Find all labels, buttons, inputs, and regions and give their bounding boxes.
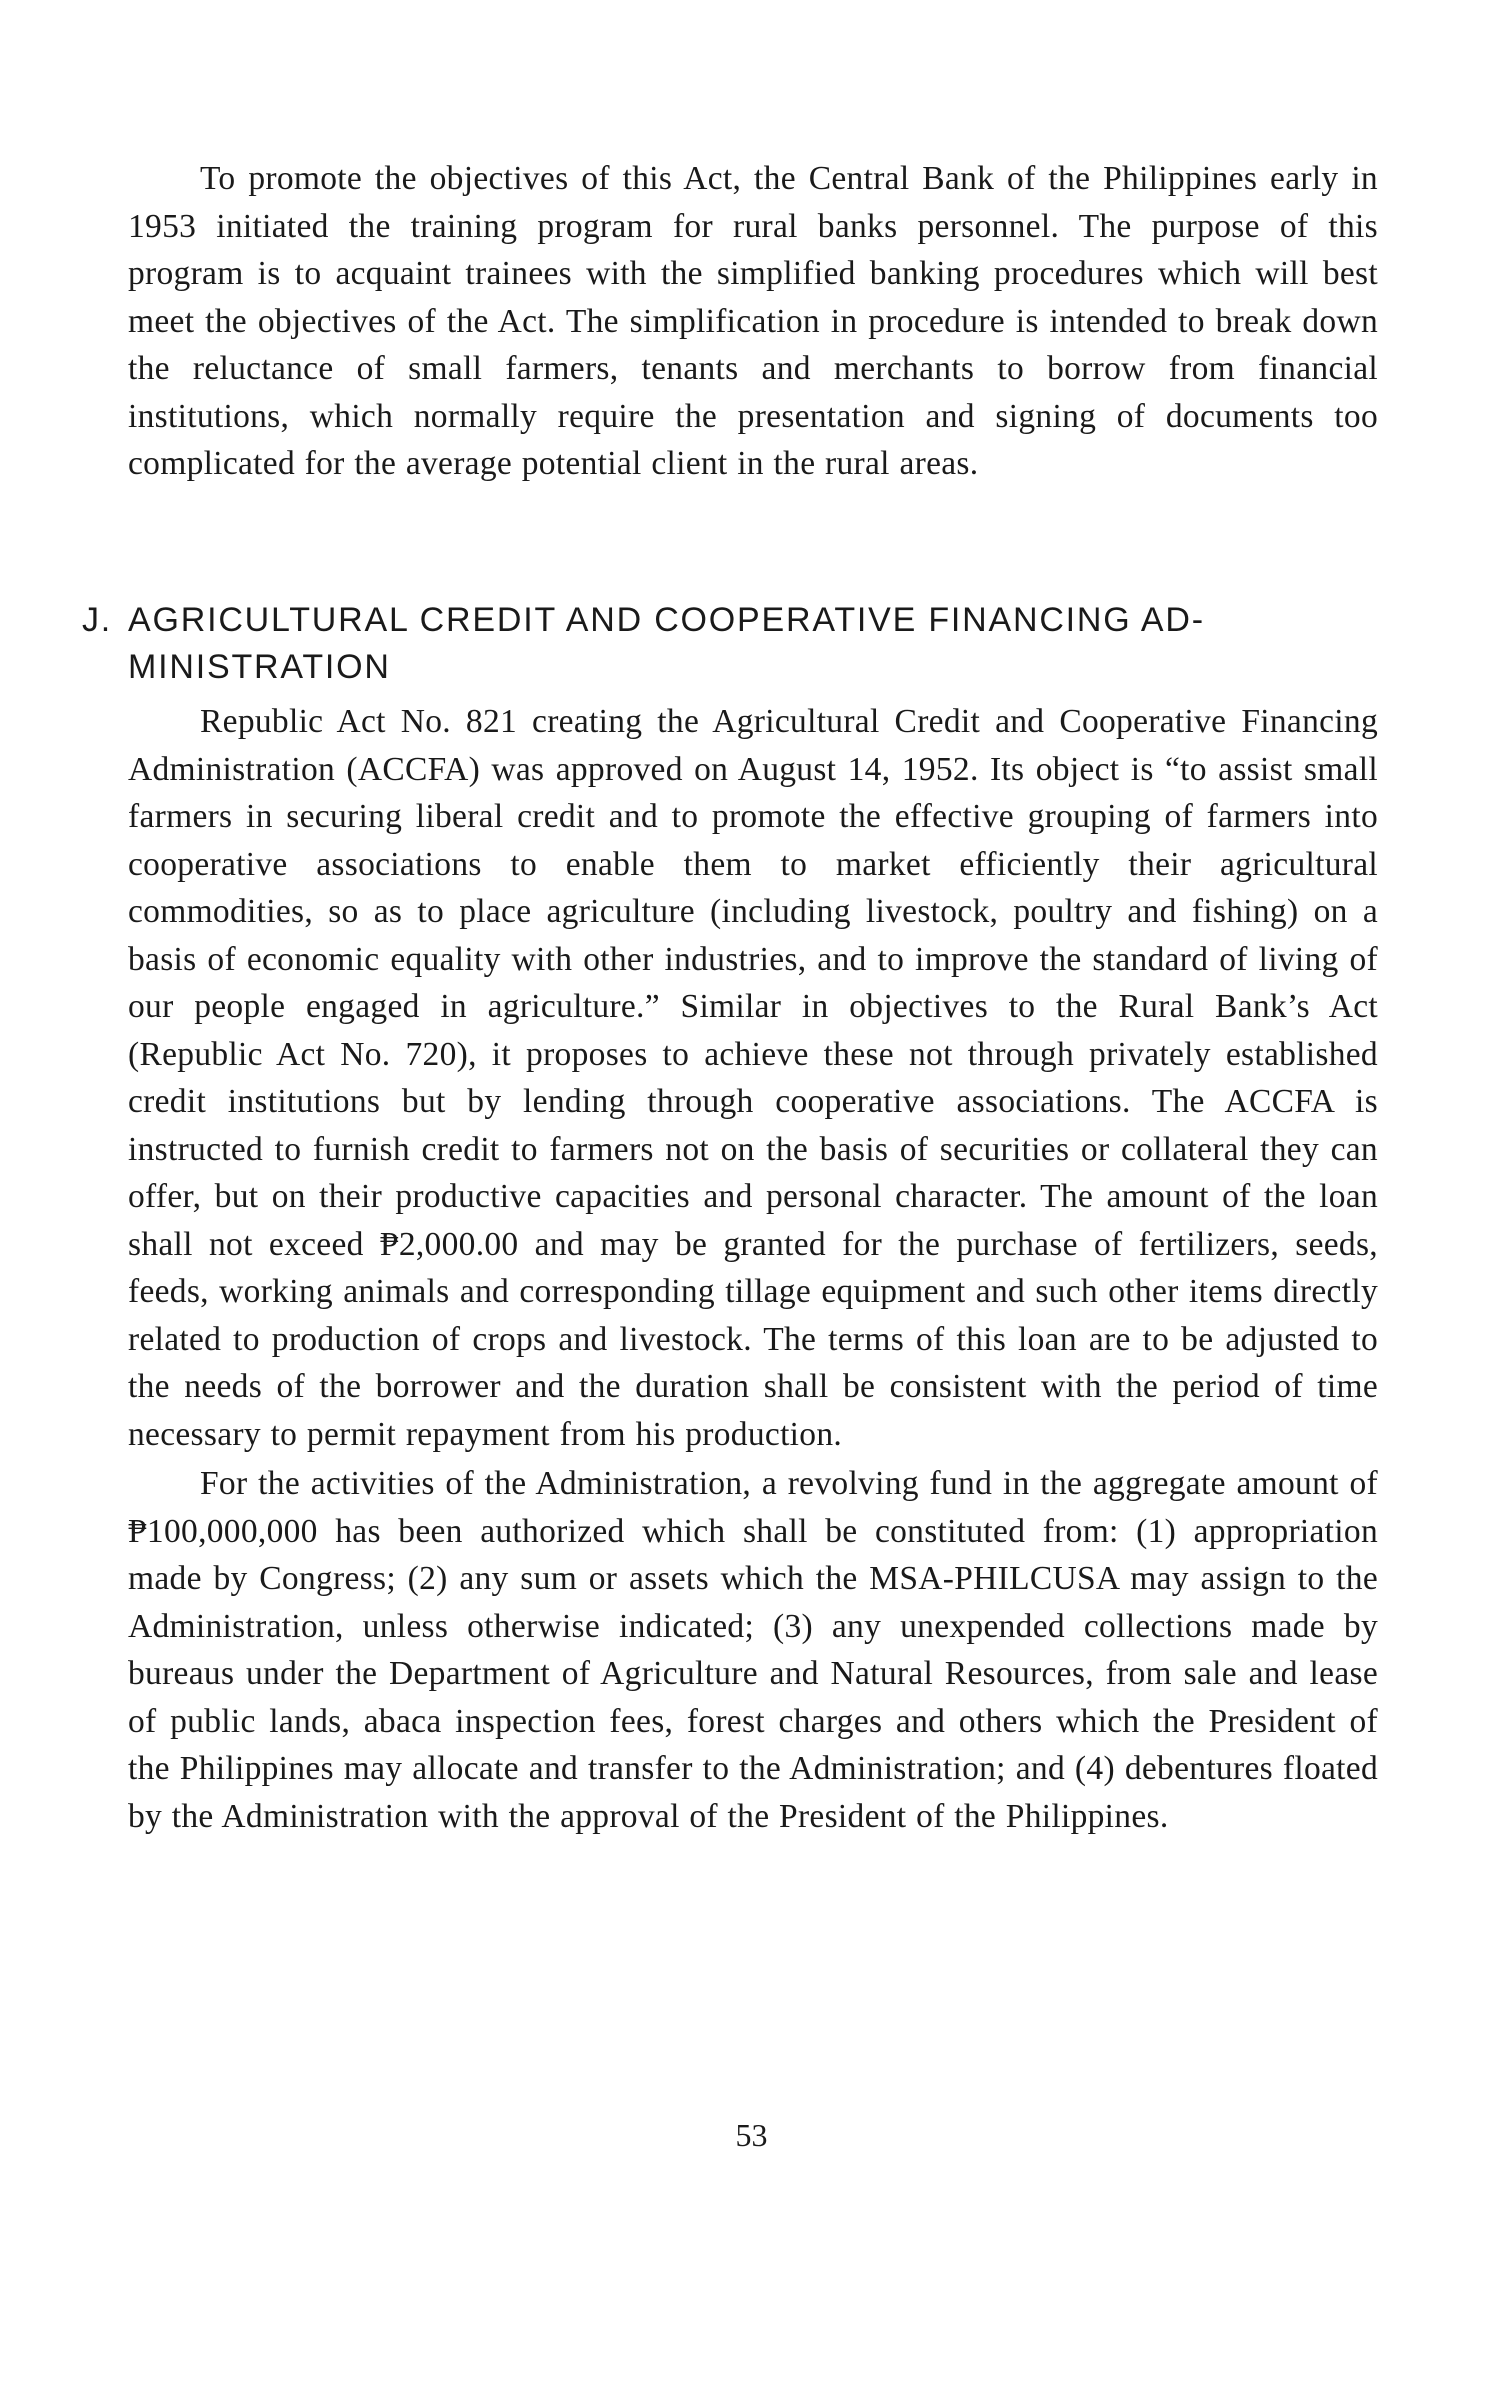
paragraph-accfa-republic-act: Republic Act No. 821 creating the Agricultural Credit and Cooperative Financing Administration (ACCFA) was approved on August 14, 1952. Its object is “to assist small farmers in securing liberal credit and to promote the effective grouping of farmers into cooperative associations to enable them to market efficiently their agricultural commodities, so as to place agriculture (including livestock, poultry and fishing) on a basis of economic equality with other industries, and to improve the standard of living of our people engaged in agriculture.” Similar in objectives to the Rural Bank’s Act (Republic Act No. 720), it proposes to achieve these not through privately established credit institutions but by lending through cooperative associations. The ACCFA is instructed to furnish credit to farmers not on the basis of securities or collateral they can offer, but on their productive capacities and personal character. The amount of the loan shall not exceed ₱2,000.00 and may be granted for the purchase of fertilizers, seeds, feeds, working animals and corresponding tillage equipment and such other items directly related to production of crops and livestock. The terms of this loan are to be adjusted to the needs of the borrower and the duration shall be consistent with the period of time necessary to permit repayment from his production. xyxy=(128,703,1378,1453)
section-title-line-1: AGRICULTURAL CREDIT AND COOPERATIVE FINANCING AD- xyxy=(128,601,1205,639)
section-body xyxy=(128,698,1378,1840)
page-number: 53 xyxy=(735,2117,768,2153)
section-letter: J. xyxy=(82,601,113,639)
paragraph-rural-banks-training: To promote the objectives of this Act, the Central Bank of the Philippines early in 1953 initiated the training program for rural banks personnel. The purpose of this program is to acquaint trainees with the simplified banking procedures which will best meet the objectives of the Act. The simplification in procedure is intended to break down the reluctance of small farmers, tenants and merchants to borrow from financial institutions, which normally require the presentation and signing of documents too complicated for the average potential client in the rural areas. xyxy=(128,160,1378,482)
intro-paragraph-block xyxy=(128,155,1378,488)
paragraph-revolving-fund: For the activities of the Administration, a revolving fund in the aggregate amount of ₱100,000,000 has been authorized which shall be constituted from: (1) appropriation made by Congress; (2) any sum or assets which the MSA-PHILCUSA may assign to the Administration, unless otherwise indicated; (3) any unexpended collections made by bureaus under the Department of Agriculture and Natural Resources, from sale and lease of public lands, abaca inspection fees, forest charges and others which the President of the Philippines may allocate and transfer to the Administration; and (4) debentures floated by the Administration with the approval of the President of the Philippines. xyxy=(128,1465,1378,1835)
section-heading xyxy=(82,597,1378,691)
section-title-line-2: MINISTRATION xyxy=(128,648,391,686)
